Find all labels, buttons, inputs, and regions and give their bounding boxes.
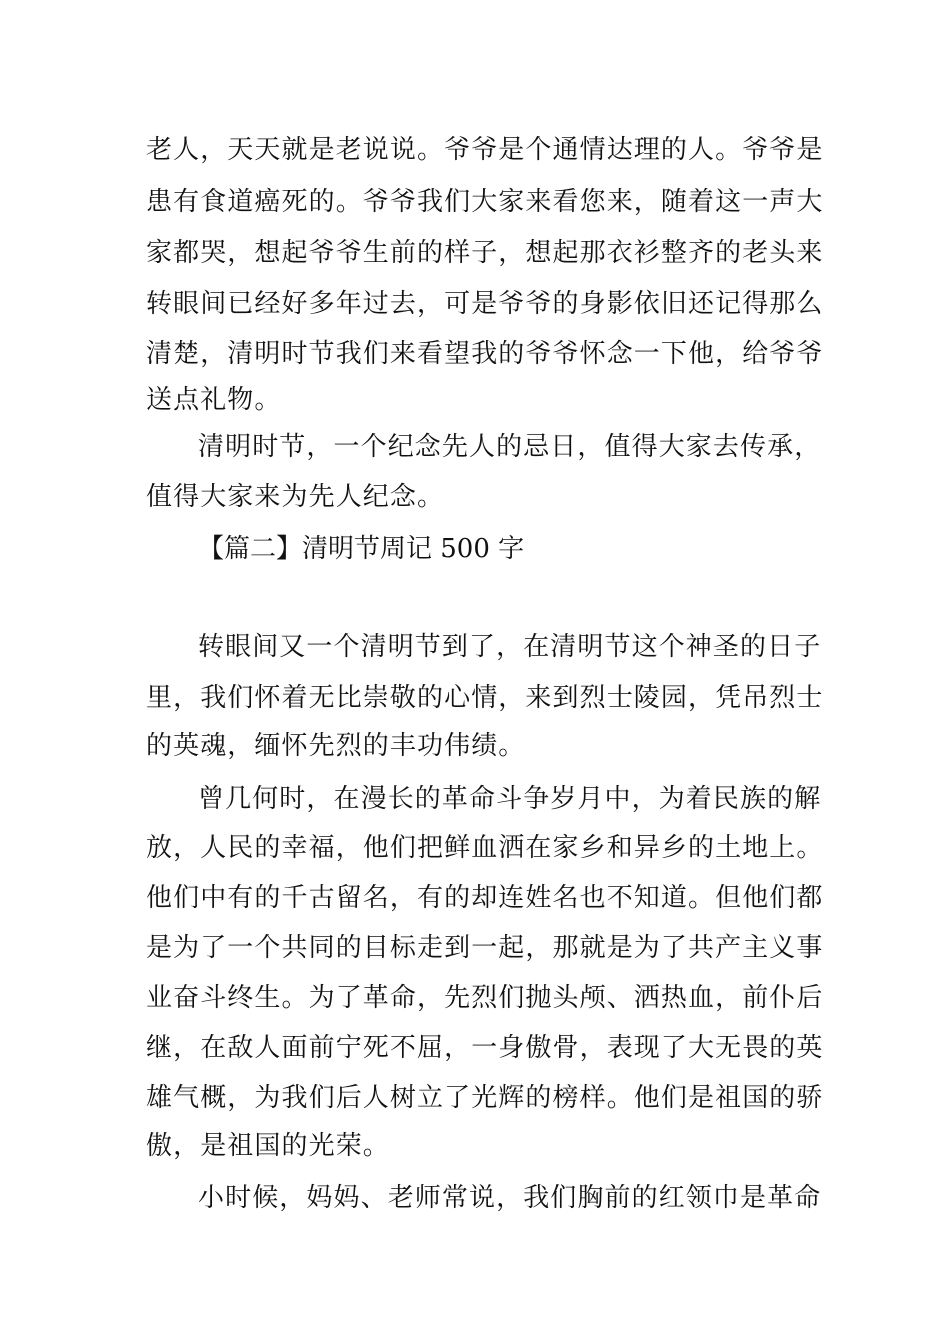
text-line: 送点礼物。 bbox=[146, 385, 282, 415]
text-line: 小时候，妈妈、老师常说，我们胸前的红领巾是革命 bbox=[198, 1183, 822, 1213]
section-heading: 【篇二】清明节周记 500 字 bbox=[198, 534, 525, 564]
text-line: 清楚，清明时节我们来看望我的爷爷怀念一下他，给爷爷 bbox=[146, 339, 824, 369]
text-line: 清明时节，一个纪念先人的忌日，值得大家去传承， bbox=[198, 432, 822, 462]
text-line: 他们中有的千古留名，有的却连姓名也不知道。但他们都 bbox=[146, 883, 824, 913]
text-line: 家都哭，想起爷爷生前的样子，想起那衣衫整齐的老头来 bbox=[146, 238, 824, 268]
text-line: 雄气概，为我们后人树立了光辉的榜样。他们是祖国的骄 bbox=[146, 1083, 824, 1113]
text-line: 老人，天天就是老说说。爷爷是个通情达理的人。爷爷是 bbox=[146, 135, 824, 165]
text-line: 曾几何时，在漫长的革命斗争岁月中，为着民族的解 bbox=[198, 784, 822, 814]
text-line: 转眼间又一个清明节到了，在清明节这个神圣的日子 bbox=[198, 632, 822, 662]
text-line: 傲，是祖国的光荣。 bbox=[146, 1131, 390, 1161]
text-line: 业奋斗终生。为了革命，先烈们抛头颅、洒热血，前仆后 bbox=[146, 983, 824, 1013]
text-line: 的英魂，缅怀先烈的丰功伟绩。 bbox=[146, 731, 526, 761]
text-line: 患有食道癌死的。爷爷我们大家来看您来，随着这一声大 bbox=[146, 187, 824, 217]
text-line: 里，我们怀着无比崇敬的心情，来到烈士陵园，凭吊烈士 bbox=[146, 683, 824, 713]
text-line: 放，人民的幸福，他们把鲜血洒在家乡和异乡的土地上。 bbox=[146, 833, 824, 863]
text-line: 是为了一个共同的目标走到一起，那就是为了共产主义事 bbox=[146, 933, 824, 963]
text-line: 继，在敌人面前宁死不屈，一身傲骨，表现了大无畏的英 bbox=[146, 1033, 824, 1063]
text-line: 转眼间已经好多年过去，可是爷爷的身影依旧还记得那么 bbox=[146, 289, 824, 319]
text-line: 值得大家来为先人纪念。 bbox=[146, 482, 445, 512]
